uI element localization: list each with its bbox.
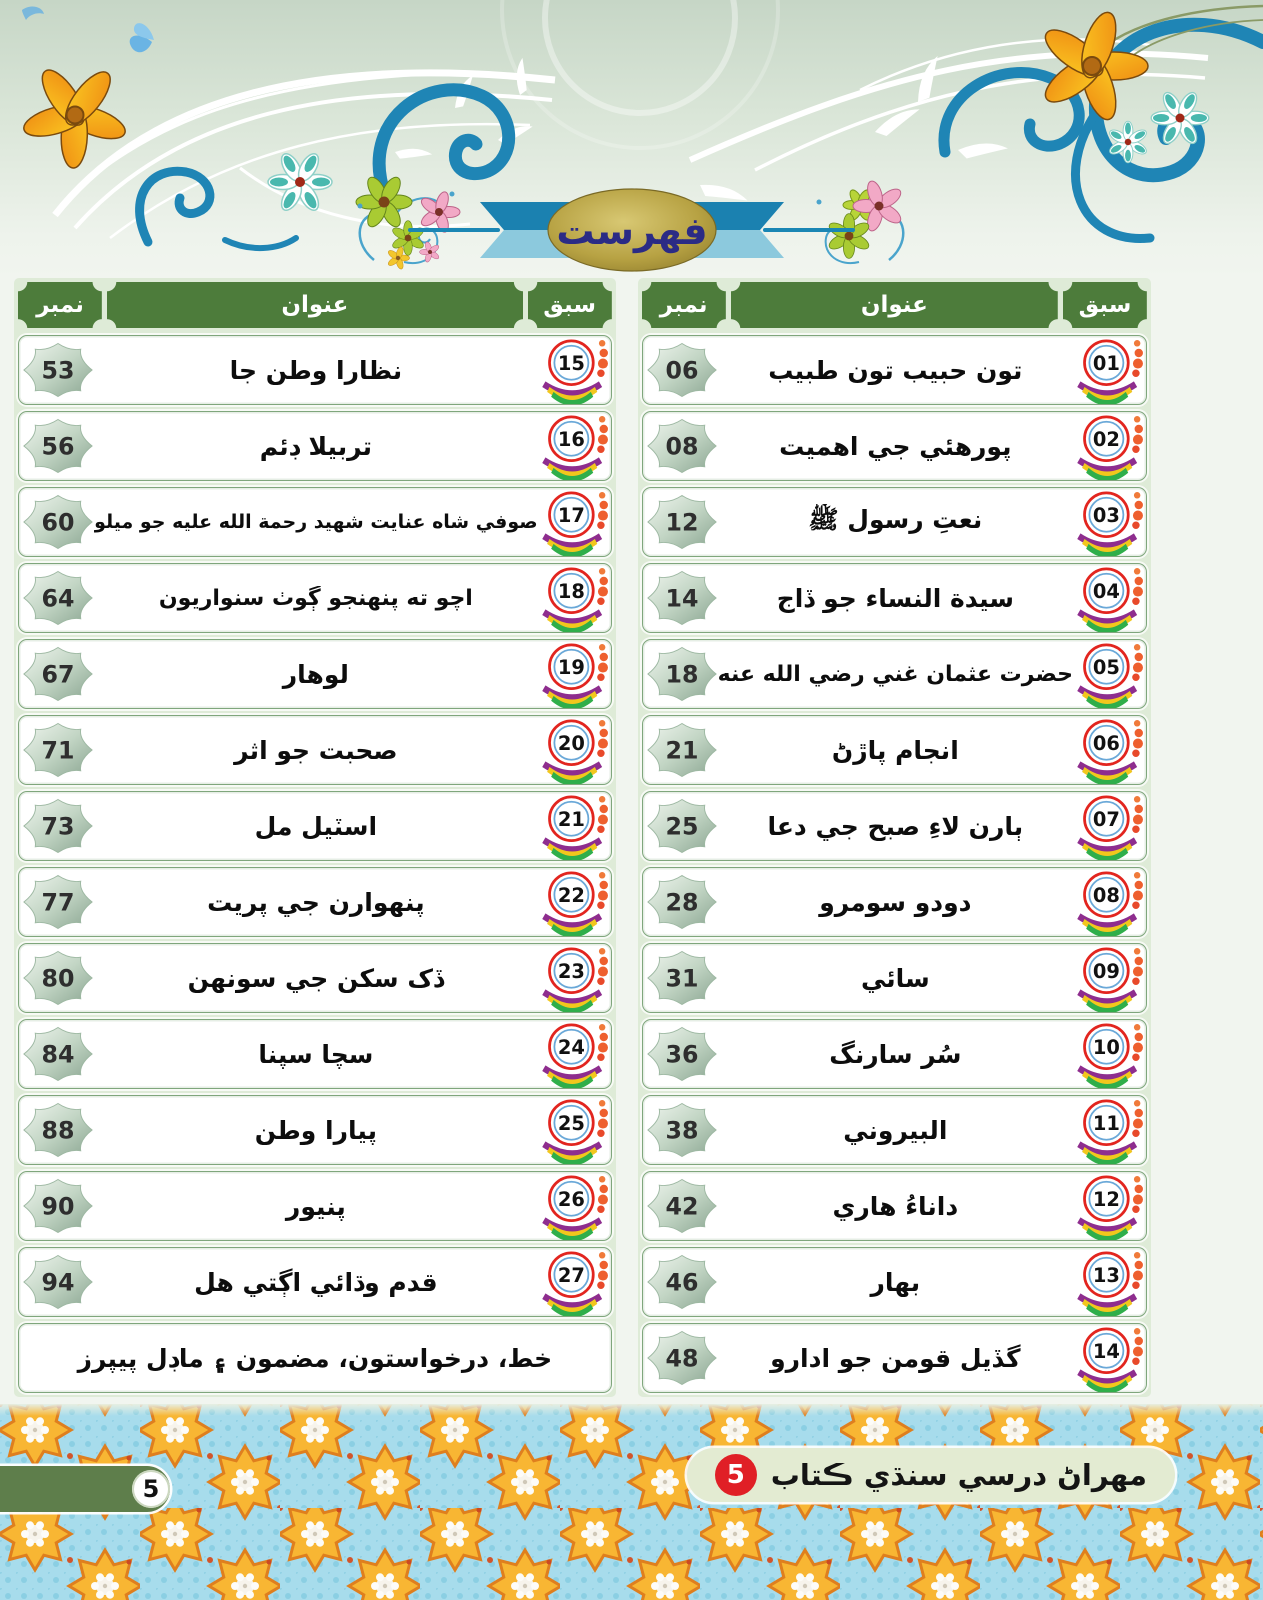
page-number-badge bbox=[646, 418, 718, 474]
lesson-title: سُر سارنگ bbox=[829, 1039, 962, 1069]
svg-text:04: 04 bbox=[1092, 580, 1120, 603]
header-title: عنوان bbox=[107, 282, 523, 328]
lesson-number-badge bbox=[1073, 1096, 1143, 1164]
lesson-title: بهار bbox=[870, 1267, 921, 1297]
band-fade bbox=[0, 1404, 1263, 1416]
title-banner bbox=[0, 186, 1263, 282]
page-number-badge bbox=[646, 1026, 718, 1082]
lesson-number-badge bbox=[538, 1172, 608, 1240]
lesson-number-badge bbox=[1073, 1324, 1143, 1392]
page-number-badge bbox=[22, 1102, 94, 1158]
footer-band bbox=[0, 1404, 1263, 1600]
svg-text:42: 42 bbox=[665, 1192, 699, 1221]
toc-row bbox=[18, 487, 612, 557]
lesson-number-badge bbox=[538, 640, 608, 708]
lesson-number-badge bbox=[538, 792, 608, 860]
page-number-badge bbox=[22, 798, 94, 854]
page-number-badge bbox=[22, 950, 94, 1006]
lesson-number-badge bbox=[1073, 792, 1143, 860]
page-number-badge bbox=[646, 798, 718, 854]
lesson-number-badge bbox=[538, 412, 608, 480]
page-number-badge bbox=[22, 494, 94, 550]
lesson-number-badge bbox=[1073, 868, 1143, 936]
page-number-badge bbox=[646, 722, 718, 778]
lesson-title: حضرت عثمان غني رضي الله عنه bbox=[717, 661, 1073, 687]
page-number-badge bbox=[646, 1330, 718, 1386]
toc-row bbox=[642, 1323, 1147, 1393]
lesson-title: البيروني bbox=[843, 1115, 948, 1145]
svg-text:73: 73 bbox=[41, 812, 75, 841]
svg-text:21: 21 bbox=[665, 736, 699, 765]
toc-row bbox=[642, 867, 1147, 937]
page-number-badge bbox=[646, 1178, 718, 1234]
page-number-badge bbox=[22, 646, 94, 702]
svg-text:90: 90 bbox=[41, 1192, 75, 1221]
lesson-number-badge bbox=[538, 336, 608, 404]
page-number-badge bbox=[22, 1178, 94, 1234]
svg-text:14: 14 bbox=[1092, 1340, 1120, 1363]
lesson-number-badge bbox=[538, 564, 608, 632]
svg-text:16: 16 bbox=[557, 428, 585, 451]
page-number-badge bbox=[646, 570, 718, 626]
svg-text:09: 09 bbox=[1092, 960, 1120, 983]
svg-text:24: 24 bbox=[557, 1036, 585, 1059]
svg-text:01: 01 bbox=[1092, 352, 1120, 375]
toc-column-left bbox=[14, 278, 616, 1397]
toc-row bbox=[18, 1171, 612, 1241]
svg-text:71: 71 bbox=[41, 736, 75, 765]
svg-text:25: 25 bbox=[665, 812, 699, 841]
column-header bbox=[18, 282, 612, 328]
toc-rows bbox=[18, 335, 612, 1393]
svg-text:80: 80 bbox=[41, 964, 75, 993]
lesson-number-badge bbox=[538, 716, 608, 784]
lesson-title: دودو سومرو bbox=[819, 887, 972, 917]
lesson-number-badge bbox=[538, 1248, 608, 1316]
svg-text:12: 12 bbox=[665, 508, 699, 537]
page-number-pill bbox=[0, 1466, 170, 1512]
svg-text:60: 60 bbox=[41, 508, 75, 537]
yellow-flower-icon bbox=[20, 64, 129, 169]
flower-cluster-icon bbox=[344, 172, 468, 276]
lesson-number-badge bbox=[538, 944, 608, 1012]
lesson-title: گڏيل قومن جو ادارو bbox=[770, 1343, 1021, 1373]
svg-text:18: 18 bbox=[665, 660, 699, 689]
page-number-badge bbox=[22, 570, 94, 626]
svg-text:22: 22 bbox=[557, 884, 585, 907]
toc-row bbox=[18, 639, 612, 709]
page-number-badge bbox=[22, 1026, 94, 1082]
book-title-pill bbox=[687, 1448, 1175, 1502]
toc-row bbox=[642, 1247, 1147, 1317]
lesson-number-badge bbox=[1073, 640, 1143, 708]
svg-text:06: 06 bbox=[1092, 732, 1120, 755]
header-title: عنوان bbox=[731, 282, 1058, 328]
lesson-title: تون حبيب تون طبيب bbox=[768, 355, 1023, 385]
svg-text:77: 77 bbox=[41, 888, 75, 917]
svg-text:08: 08 bbox=[1092, 884, 1120, 907]
lesson-number-badge bbox=[1073, 488, 1143, 556]
toc-row bbox=[642, 943, 1147, 1013]
svg-text:21: 21 bbox=[557, 808, 585, 831]
svg-text:05: 05 bbox=[1092, 656, 1120, 679]
book-number-badge: 5 bbox=[715, 1454, 757, 1496]
lesson-number-badge bbox=[538, 1096, 608, 1164]
lesson-title: پورهئي جي اهميت bbox=[779, 431, 1012, 461]
toc-content bbox=[36, 278, 1151, 1397]
toc-row bbox=[642, 715, 1147, 785]
svg-text:25: 25 bbox=[557, 1112, 585, 1135]
toc-row bbox=[642, 411, 1147, 481]
svg-text:12: 12 bbox=[1092, 1188, 1120, 1211]
toc-note-row bbox=[18, 1323, 612, 1393]
header-number: نمبر bbox=[18, 282, 102, 328]
lesson-number-badge bbox=[1073, 412, 1143, 480]
toc-row bbox=[642, 1095, 1147, 1165]
note-text: خط، درخواستون، مضمون ۽ ماڊل پيپرز bbox=[77, 1343, 553, 1373]
lesson-title: لوهار bbox=[282, 659, 349, 689]
lesson-title: داناءُ هاري bbox=[832, 1191, 959, 1221]
toc-row bbox=[642, 563, 1147, 633]
lesson-title: اسٽيل مل bbox=[254, 811, 378, 841]
svg-text:13: 13 bbox=[1092, 1264, 1120, 1287]
lesson-number-badge bbox=[538, 488, 608, 556]
toc-row bbox=[642, 1171, 1147, 1241]
toc-row bbox=[18, 943, 612, 1013]
geometric-pattern-icon bbox=[0, 1404, 1263, 1600]
header-lesson: سبق bbox=[528, 282, 612, 328]
lesson-title: سيدة النساء جو ڏاج bbox=[776, 583, 1014, 613]
lesson-number-badge bbox=[1073, 1248, 1143, 1316]
lesson-title: صوفي شاه عنايت شهيد رحمة الله عليه جو ميلو bbox=[94, 511, 538, 533]
svg-text:38: 38 bbox=[665, 1116, 699, 1145]
toc-row bbox=[642, 487, 1147, 557]
toc-row bbox=[642, 791, 1147, 861]
svg-text:20: 20 bbox=[557, 732, 585, 755]
page-number-badge bbox=[646, 646, 718, 702]
lesson-title: سائي bbox=[861, 963, 930, 993]
toc-row bbox=[18, 1095, 612, 1165]
toc-row bbox=[18, 335, 612, 405]
svg-text:11: 11 bbox=[1092, 1112, 1120, 1135]
svg-text:07: 07 bbox=[1092, 808, 1120, 831]
lesson-title: صحبت جو اثر bbox=[234, 735, 398, 765]
page-number-badge bbox=[22, 1254, 94, 1310]
svg-text:36: 36 bbox=[665, 1040, 699, 1069]
svg-text:56: 56 bbox=[41, 432, 75, 461]
svg-text:06: 06 bbox=[665, 356, 699, 385]
page-number-badge bbox=[22, 342, 94, 398]
svg-text:17: 17 bbox=[557, 504, 585, 527]
svg-text:94: 94 bbox=[41, 1268, 75, 1297]
header-lesson: سبق bbox=[1063, 282, 1147, 328]
lesson-title: نظارا وطن جا bbox=[229, 355, 403, 385]
lesson-title: ٻارن لاءِ صبح جي دعا bbox=[767, 811, 1024, 841]
svg-text:19: 19 bbox=[557, 656, 585, 679]
toc-rows bbox=[642, 335, 1147, 1393]
lesson-title: سچا سپنا bbox=[258, 1039, 374, 1069]
lesson-number-badge bbox=[1073, 716, 1143, 784]
svg-text:27: 27 bbox=[557, 1264, 585, 1287]
svg-text:15: 15 bbox=[557, 352, 585, 375]
book-title: مهراڻ درسي سنڌي ڪتاب bbox=[770, 1458, 1147, 1492]
toc-row bbox=[642, 639, 1147, 709]
page-number-badge bbox=[646, 874, 718, 930]
lesson-number-badge bbox=[538, 868, 608, 936]
page-number-badge bbox=[646, 950, 718, 1006]
lesson-number-badge bbox=[538, 1020, 608, 1088]
header-number: نمبر bbox=[642, 282, 726, 328]
page-number-badge bbox=[646, 494, 718, 550]
page-number: 5 bbox=[132, 1470, 170, 1508]
toc-row bbox=[18, 1019, 612, 1089]
svg-text:23: 23 bbox=[557, 960, 585, 983]
svg-text:31: 31 bbox=[665, 964, 699, 993]
toc-row bbox=[18, 791, 612, 861]
svg-text:84: 84 bbox=[41, 1040, 75, 1069]
lesson-number-badge bbox=[1073, 1172, 1143, 1240]
lesson-number-badge bbox=[1073, 944, 1143, 1012]
butterfly-icon bbox=[130, 23, 154, 52]
svg-text:28: 28 bbox=[665, 888, 699, 917]
page-number-badge bbox=[646, 342, 718, 398]
flower-cluster-icon bbox=[795, 172, 919, 276]
toc-row bbox=[642, 1019, 1147, 1089]
page-number-badge bbox=[646, 1254, 718, 1310]
yellow-flower-icon bbox=[1038, 8, 1148, 123]
page-number-badge bbox=[646, 1102, 718, 1158]
svg-text:02: 02 bbox=[1092, 428, 1120, 451]
svg-text:03: 03 bbox=[1092, 504, 1120, 527]
toc-row bbox=[18, 563, 612, 633]
contents-title-plate bbox=[452, 186, 812, 274]
page-number-badge bbox=[22, 418, 94, 474]
lesson-title: تربيلا ڊئم bbox=[259, 431, 373, 461]
svg-text:53: 53 bbox=[41, 356, 75, 385]
lesson-title: پيارا وطن bbox=[254, 1115, 377, 1145]
lesson-title: قدم وڌائي اڳتي هل bbox=[194, 1267, 438, 1297]
svg-text:88: 88 bbox=[41, 1116, 75, 1145]
lesson-number-badge bbox=[1073, 336, 1143, 404]
svg-text:46: 46 bbox=[665, 1268, 699, 1297]
page-number-badge bbox=[22, 874, 94, 930]
toc-column-right bbox=[638, 278, 1151, 1397]
toc-row bbox=[18, 715, 612, 785]
lesson-title: نعتِ رسول ﷺ bbox=[808, 504, 983, 534]
svg-text:48: 48 bbox=[665, 1344, 699, 1373]
lesson-number-badge bbox=[1073, 1020, 1143, 1088]
lesson-number-badge bbox=[1073, 564, 1143, 632]
lesson-title: پنهوارن جي پريت bbox=[207, 887, 425, 917]
lesson-title: ڏک سکن جي سونهن bbox=[187, 963, 445, 993]
svg-text:26: 26 bbox=[557, 1188, 585, 1211]
toc-row bbox=[18, 1247, 612, 1317]
page-number-badge bbox=[22, 722, 94, 778]
lesson-title: اچو ته پنهنجو ڳوٺ سنواريون bbox=[158, 585, 473, 611]
svg-text:64: 64 bbox=[41, 584, 75, 613]
svg-text:08: 08 bbox=[665, 432, 699, 461]
column-header bbox=[642, 282, 1147, 328]
svg-text:18: 18 bbox=[557, 580, 585, 603]
toc-row bbox=[18, 411, 612, 481]
toc-row bbox=[642, 335, 1147, 405]
page-title: فهرست bbox=[555, 209, 708, 253]
svg-text:10: 10 bbox=[1092, 1036, 1120, 1059]
toc-row bbox=[18, 867, 612, 937]
svg-text:67: 67 bbox=[41, 660, 75, 689]
svg-text:14: 14 bbox=[665, 584, 699, 613]
lesson-title: انجام پاڙڻ bbox=[831, 735, 959, 765]
lesson-title: پنيور bbox=[285, 1191, 346, 1221]
